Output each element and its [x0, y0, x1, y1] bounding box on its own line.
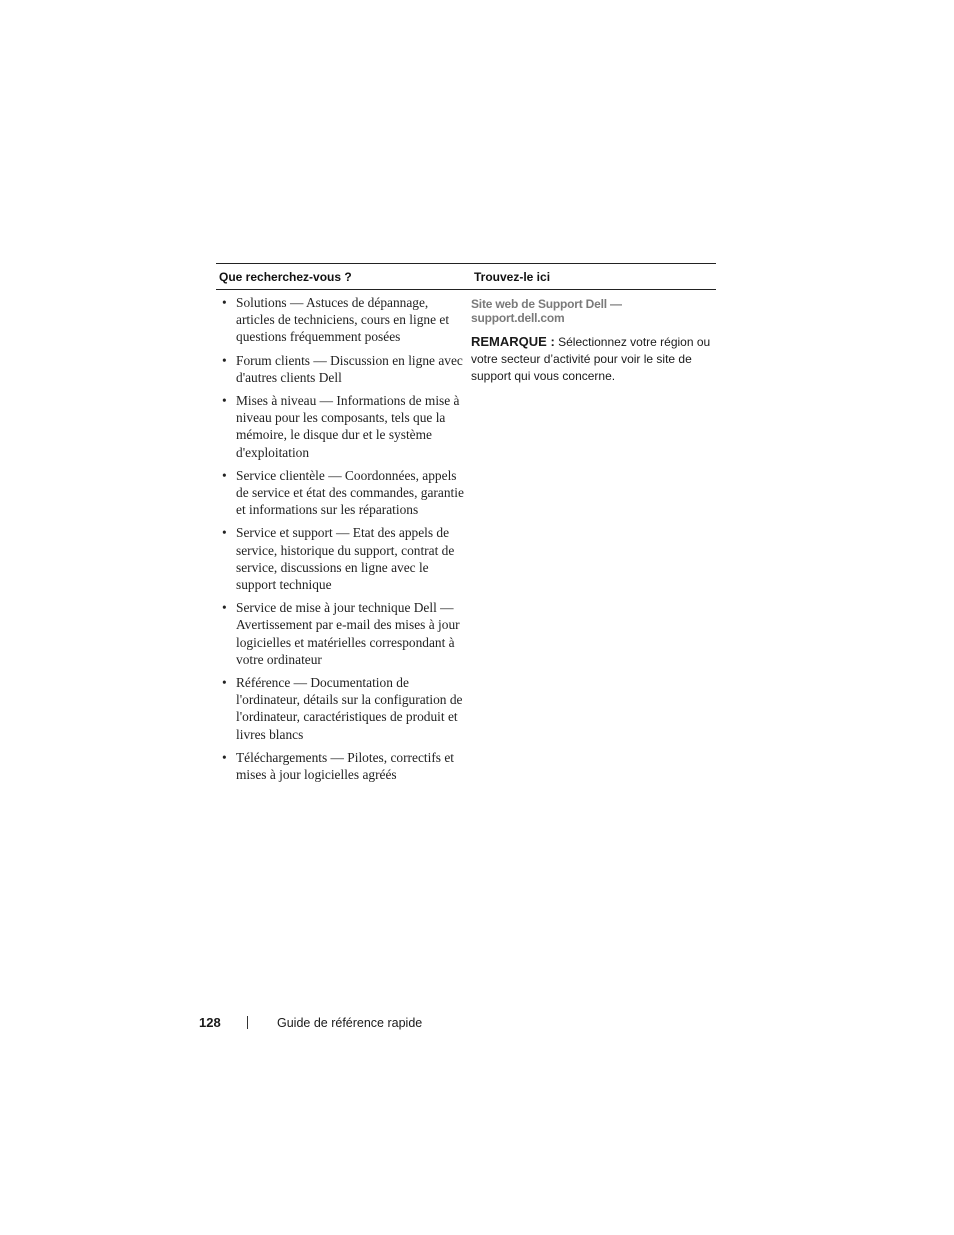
bullet-icon: •	[222, 600, 227, 616]
page-number: 128	[199, 1015, 221, 1030]
list-item-text: Forum clients — Discussion en ligne avec d'autres clients Dell	[236, 352, 463, 385]
bullet-icon: •	[222, 525, 227, 541]
list-item	[216, 352, 468, 386]
reference-table	[216, 263, 716, 789]
bullet-icon: •	[222, 393, 227, 409]
list-item-text: Référence — Documentation de l'ordinateur, détails sur la configuration de l'ordinateur, caractéristiques de produit et livres blancs	[236, 675, 463, 742]
note-label: REMARQUE :	[471, 334, 555, 349]
bullet-icon: •	[222, 295, 227, 310]
bullet-icon: •	[222, 749, 227, 765]
list-item	[216, 674, 468, 743]
header-what-looking-for: Que recherchez-vous ?	[219, 269, 352, 284]
support-website-link: Site web de Support Dell — support.dell.com	[471, 297, 622, 325]
bullet-icon: •	[222, 352, 227, 368]
topics-list	[216, 294, 468, 783]
list-item-text: Solutions — Astuces de dépannage, articles de techniciens, cours en ligne et questions fréquemment posées	[236, 295, 450, 345]
table-body	[216, 290, 716, 789]
table-header	[216, 263, 716, 290]
list-item-text: Mises à niveau — Informations de mise à niveau pour les composants, tels que la mémoire, le disque dur et le système d'exploitation	[236, 393, 460, 460]
resources-column	[468, 294, 716, 789]
list-item	[216, 294, 468, 346]
list-item	[216, 524, 468, 593]
note-block	[471, 333, 716, 385]
note-text: Sélectionnez votre région ou votre secteur d’activité pour voir le site de support qui vous concerne.	[471, 335, 711, 383]
list-item	[216, 392, 468, 461]
list-item-text: Service de mise à jour technique Dell — Avertissement par e-mail des mises à jour logicielles et matérielles correspondant à votre ordinateur	[236, 600, 460, 667]
list-item	[216, 749, 468, 783]
document-title: Guide de référence rapide	[277, 1015, 423, 1030]
list-item	[216, 467, 468, 519]
header-find-it-here: Trouvez-le ici	[474, 269, 551, 284]
page-footer	[199, 1015, 422, 1030]
topics-column	[216, 294, 468, 789]
list-item	[216, 599, 468, 668]
bullet-icon: •	[222, 675, 227, 691]
list-item-text: Service clientèle — Coordonnées, appels de service et état des commandes, garantie et informations sur les réparations	[236, 467, 464, 518]
bullet-icon: •	[222, 467, 227, 483]
list-item-text: Service et support — Etat des appels de service, historique du support, contrat de service, discussions en ligne avec le support technique	[236, 525, 455, 593]
list-item-text: Téléchargements — Pilotes, correctifs et mises à jour logicielles agréés	[236, 749, 455, 783]
footer-divider	[247, 1016, 248, 1029]
